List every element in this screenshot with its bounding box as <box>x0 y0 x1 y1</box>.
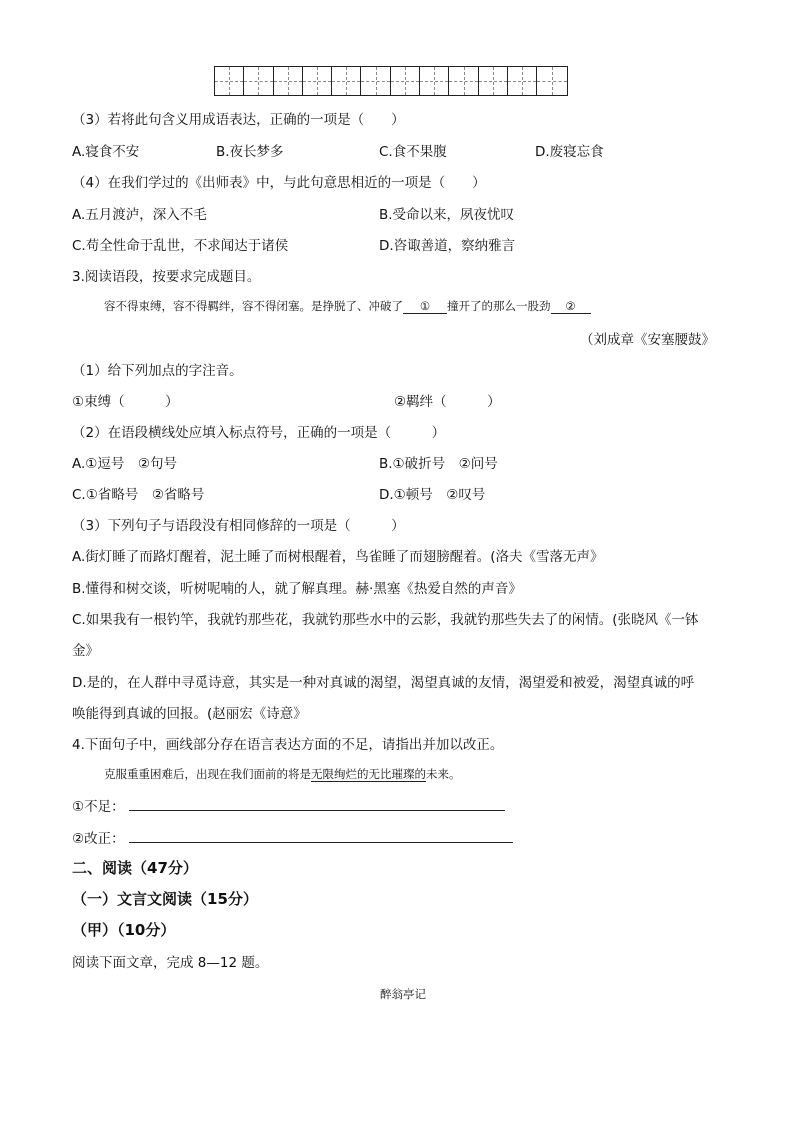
option-d[interactable]: D.废寝忘食 <box>535 144 604 160</box>
option-b[interactable]: B.夜长梦多 <box>216 144 284 160</box>
option-b[interactable]: B.受命以来，夙夜忧叹 <box>379 207 515 223</box>
option-d[interactable]: D.①顿号 ②叹号 <box>379 487 486 503</box>
grid-cell[interactable] <box>391 67 420 95</box>
grid-cell[interactable] <box>303 67 332 95</box>
q4-sentence <box>104 766 461 782</box>
question-stem: （3）若将此句含义用成语表达，正确的一项是（ ） <box>72 112 405 128</box>
deficiency-label: ①不足： <box>72 799 125 815</box>
grid-cell[interactable] <box>215 67 244 95</box>
question-stem: （2）在语段横线处应填入标点符号，正确的一项是（ ） <box>72 425 446 441</box>
option-d[interactable]: D.是的，在人群中寻觅诗意，其实是一种对真诚的渴望，渴望真诚的友情，渴望爱和被爱，渴望真诚的呼 <box>72 675 695 691</box>
grid-cell[interactable] <box>479 67 508 95</box>
correction-label: ②改正： <box>72 831 125 847</box>
grid-cell[interactable] <box>244 67 273 95</box>
grid-cell[interactable] <box>420 67 449 95</box>
option-c[interactable]: C.苟全性命于乱世，不求闻达于诸侯 <box>72 238 289 254</box>
blank-1[interactable]: ① <box>403 299 447 314</box>
option-a[interactable]: A.寝食不安 <box>72 144 140 160</box>
passage-text-mid: 撞开了的那么一股劲 <box>447 299 551 313</box>
question-title: 4.下面句子中，画线部分存在语言表达方面的不足，请指出并加以改正。 <box>72 737 504 753</box>
question-stem: （1）给下列加点的字注音。 <box>72 363 243 379</box>
correction-answer-line[interactable] <box>129 842 513 843</box>
instruction: 阅读下面文章，完成 8—12 题。 <box>72 955 269 971</box>
sub-section-heading: （一）文言文阅读（15分） <box>72 890 258 908</box>
option-a[interactable]: A.五月渡泸，深入不毛 <box>72 207 207 223</box>
passage <box>104 298 591 314</box>
grid-cell[interactable] <box>508 67 537 95</box>
blank-2[interactable]: ② <box>551 299 591 314</box>
option-d-cont: 唤能得到真诚的回报。(赵丽宏《诗意》 <box>72 706 307 722</box>
passage-text: 容不得束缚，容不得羁绊，容不得闭塞。是挣脱了、冲破了 <box>104 299 403 313</box>
question-stem: （3）下列句子与语段没有相同修辞的一项是（ ） <box>72 518 405 534</box>
question-title: 3.阅读语段，按要求完成题目。 <box>72 269 261 285</box>
option-c-cont: 金》 <box>72 643 99 659</box>
passage-source: （刘成章《安塞腰鼓》 <box>580 332 715 348</box>
question-stem: （4）在我们学过的《出师表》中，与此句意思相近的一项是（ ） <box>72 175 486 191</box>
section-heading: 二、阅读（47分） <box>72 859 198 877</box>
option-b[interactable]: B.①破折号 ②问号 <box>379 456 498 472</box>
article-title: 醉翁亭记 <box>380 987 426 1001</box>
option-a[interactable]: A.①逗号 ②句号 <box>72 456 177 472</box>
pinyin-item-2[interactable]: ②羁绊（ ） <box>394 394 501 410</box>
sentence-pre: 克服重重困难后，出现在我们面前的将是 <box>104 767 311 781</box>
sentence-underlined: 无限绚烂的无比璀璨的 <box>311 767 426 781</box>
option-a[interactable]: A.街灯睡了而路灯醒着，泥土睡了而树根醒着，鸟雀睡了而翅膀醒着。(洛夫《雪落无声》 <box>72 549 604 565</box>
grid-cell[interactable] <box>537 67 566 95</box>
pinyin-item-1[interactable]: ①束缚（ ） <box>72 394 179 410</box>
grid-cell[interactable] <box>361 67 390 95</box>
sentence-post: 未来。 <box>426 767 461 781</box>
writing-grid[interactable] <box>214 66 568 96</box>
grid-cell[interactable] <box>449 67 478 95</box>
option-c[interactable]: C.①省略号 ②省略号 <box>72 487 205 503</box>
option-d[interactable]: D.咨诹善道，察纳雅言 <box>379 238 516 254</box>
option-c[interactable]: C.食不果腹 <box>379 144 447 160</box>
deficiency-answer-line[interactable] <box>129 810 505 811</box>
grid-cell[interactable] <box>332 67 361 95</box>
part-heading: （甲）（10分） <box>72 921 176 939</box>
option-b[interactable]: B.懂得和树交谈，听树呢喃的人，就了解真理。赫·黑塞《热爱自然的声音》 <box>72 581 522 597</box>
option-c[interactable]: C.如果我有一根钓竿，我就钓那些花，我就钓那些水中的云影，我就钓那些失去了的闲情。(张晓风《一钵 <box>72 612 699 628</box>
grid-cell[interactable] <box>274 67 303 95</box>
